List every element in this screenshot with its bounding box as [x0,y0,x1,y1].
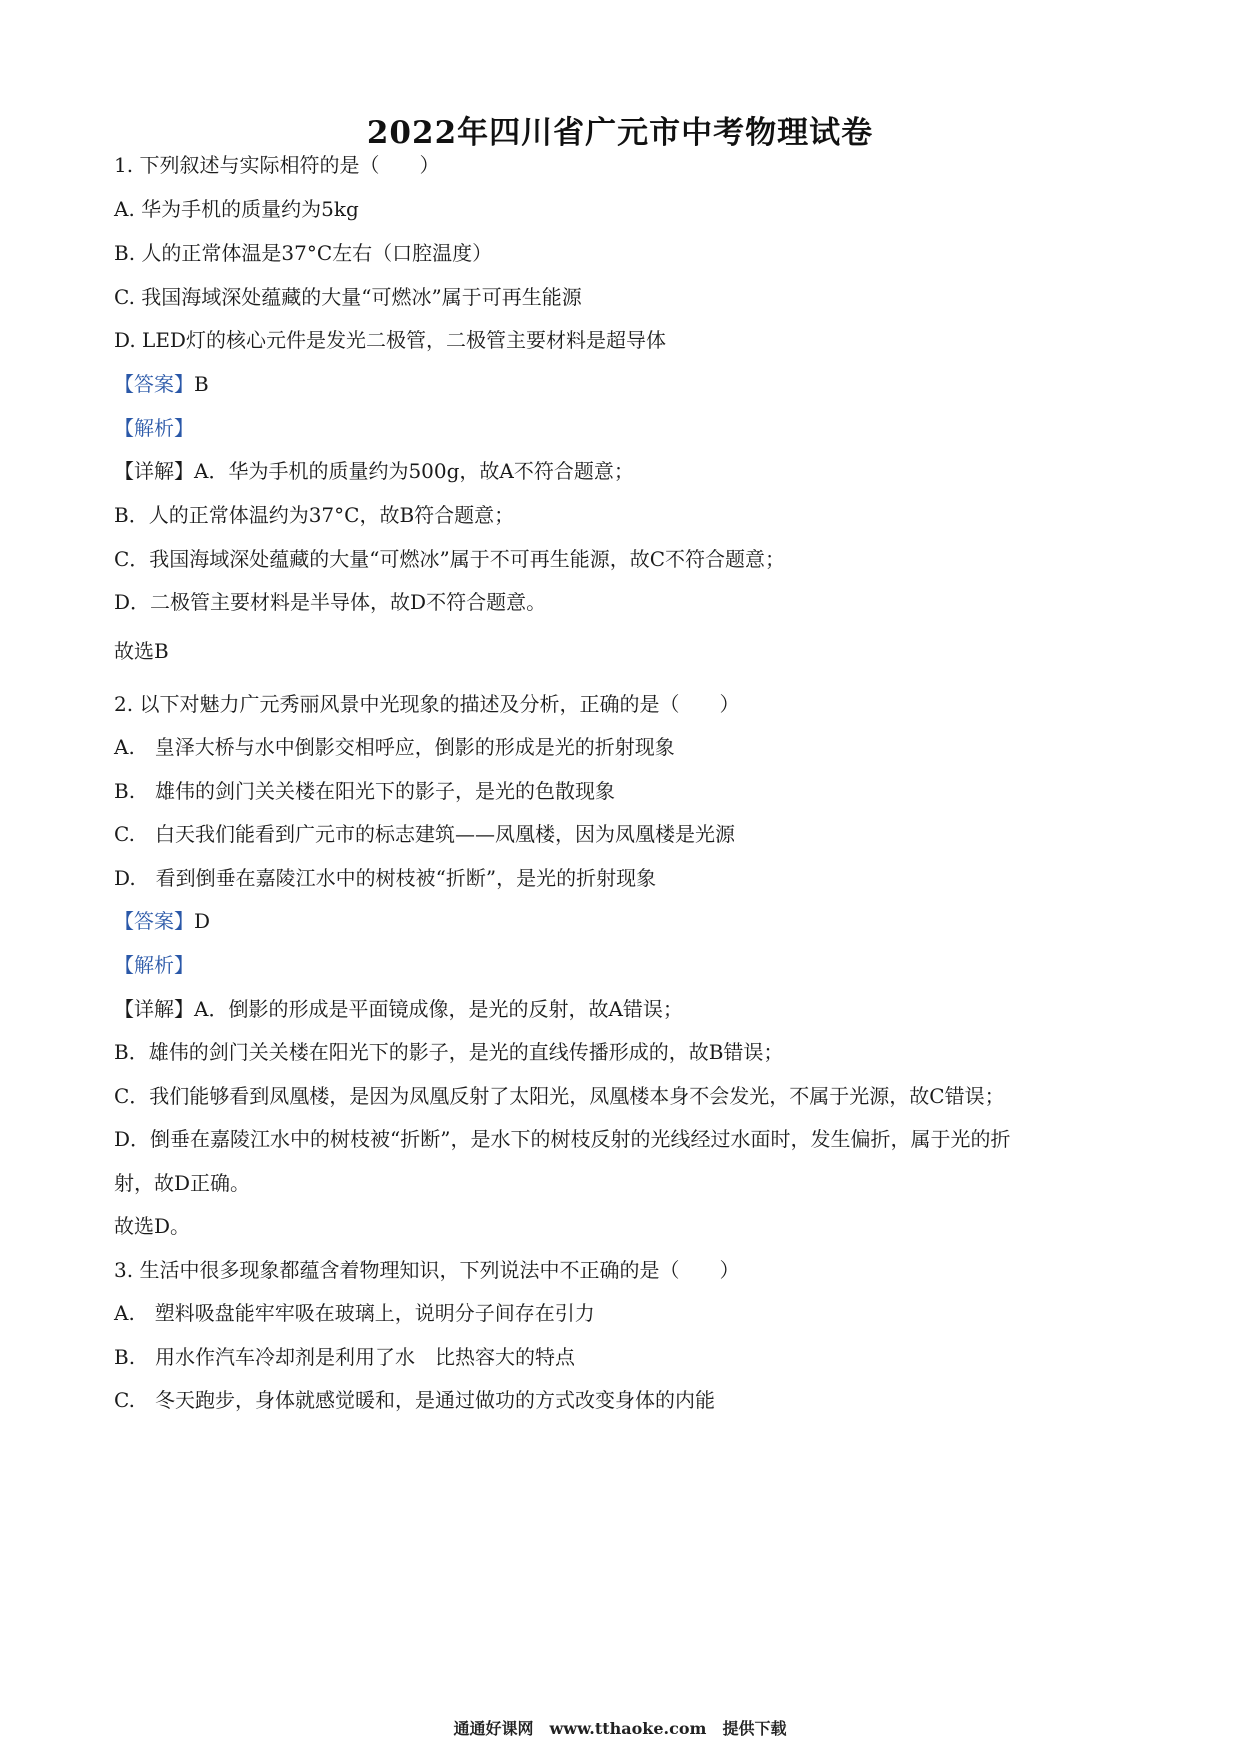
question-3-option-a: A. 塑料吸盘能牢牢吸在玻璃上，说明分子间存在引力 [114,1301,595,1325]
question-2-detail-line-3: C．我们能够看到凤凰楼，是因为凤凰反射了太阳光，凤凰楼本身不会发光，不属于光源，故C错误； [114,1084,1005,1108]
question-1-conclusion: 故选B [114,639,169,663]
question-2-option-b: B. 雄伟的剑门关关楼在阳光下的影子，是光的色散现象 [114,779,616,803]
question-2-stem: 2. 以下对魅力广元秀丽风景中光现象的描述及分析，正确的是（ ） [114,692,740,716]
question-1-detail-line-1 [114,457,634,485]
question-2-conclusion: 故选D。 [114,1214,191,1238]
detail-tag: 【详解】 [114,459,194,483]
question-2-detail-line-1 [114,995,683,1023]
question-1-analysis-tag: 【解析】 [114,416,194,440]
question-2-detail-line-2: B．雄伟的剑门关关楼在阳光下的影子，是光的直线传播形成的，故B错误； [114,1040,784,1064]
detail-text: A．华为手机的质量约为500g，故A不符合题意； [194,459,634,483]
question-3-stem: 3. 生活中很多现象都蕴含着物理知识，下列说法中不正确的是（ ） [114,1258,740,1282]
question-1-option-c: C. 我国海域深处蕴藏的大量“可燃冰”属于可再生能源 [114,285,582,309]
detail-text: A．倒影的形成是平面镜成像，是光的反射，故A错误； [194,997,683,1021]
question-2-option-c: C. 白天我们能看到广元市的标志建筑——凤凰楼，因为凤凰楼是光源 [114,822,735,846]
question-1-detail-line-4: D．二极管主要材料是半导体，故D不符合题意。 [114,590,547,614]
exam-title: 2022年四川省广元市中考物理试卷 [366,115,874,151]
question-2-option-a: A. 皇泽大桥与水中倒影交相呼应，倒影的形成是光的折射现象 [114,735,675,759]
question-3-option-c: C. 冬天跑步，身体就感觉暖和，是通过做功的方式改变身体的内能 [114,1388,715,1412]
question-2-option-d: D. 看到倒垂在嘉陵江水中的树枝被“折断”，是光的折射现象 [114,866,657,890]
answer-tag: 【答案】 [114,909,194,933]
question-1-detail-line-2: B．人的正常体温约为37°C，故B符合题意； [114,503,515,527]
question-3-option-b: B. 用水作汽车冷却剂是利用了水 比热容大的特点 [114,1345,576,1369]
page-footer: 通通好课网 www.tthaoke.com 提供下载 [453,1719,787,1738]
question-2-analysis-tag: 【解析】 [114,953,194,977]
question-1-option-d: D. LED灯的核心元件是发光二极管，二极管主要材料是超导体 [114,328,666,352]
detail-tag: 【详解】 [114,997,194,1021]
question-1-stem: 1. 下列叙述与实际相符的是（ ） [114,153,440,177]
question-1-detail-line-3: C．我国海域深处蕴藏的大量“可燃冰”属于不可再生能源，故C不符合题意； [114,547,786,571]
answer-value: B [194,372,209,396]
question-1-option-a: A. 华为手机的质量约为5kg [114,197,359,221]
question-1-option-b: B. 人的正常体温是37°C左右（口腔温度） [114,241,493,265]
answer-tag: 【答案】 [114,372,194,396]
question-2-detail-line-5: 射，故D正确。 [114,1171,251,1195]
question-1-answer [114,370,209,398]
question-2-answer [114,907,210,935]
question-2-detail-line-4: D．倒垂在嘉陵江水中的树枝被“折断”，是水下的树枝反射的光线经过水面时，发生偏折，属于光的折 [114,1127,1011,1151]
answer-value: D [194,909,211,933]
